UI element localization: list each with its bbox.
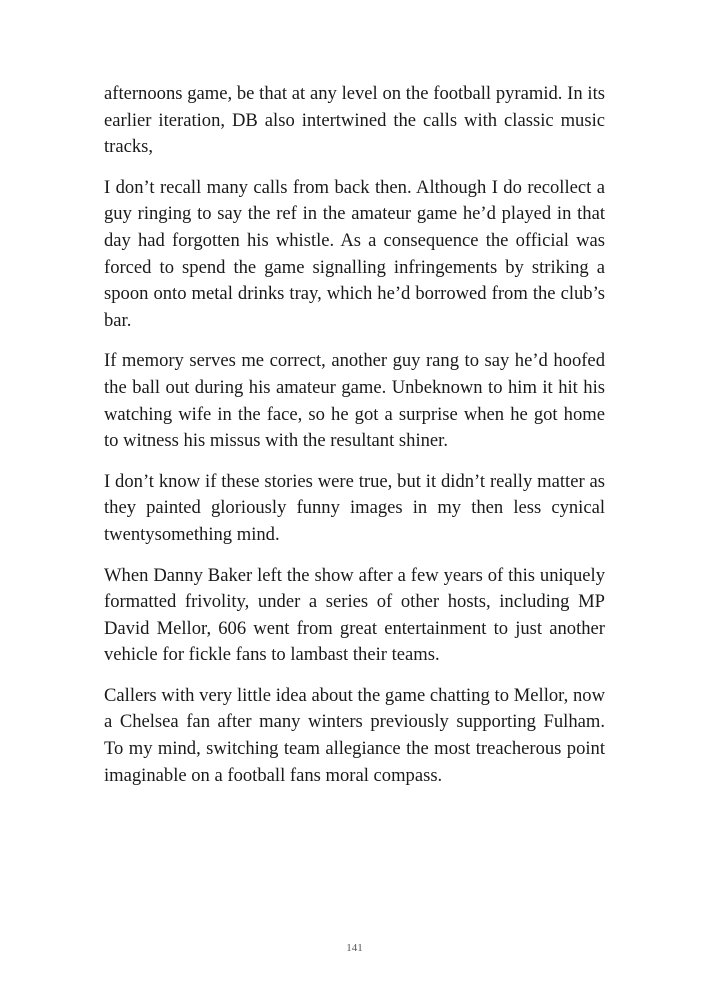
paragraph-3: If memory serves me correct, another guy rang to say he’d hoofed the ball out during his amateur game. Unbeknown to him it hit his watching wife in the face, so he got a surprise when he got home to witness his missus with the resultant shiner. bbox=[104, 350, 605, 452]
paragraph-4: I don’t know if these stories were true, but it didn’t really matter as they painted gloriously funny images in my then less cynical twentysomething mind. bbox=[104, 470, 605, 545]
page-number: 141 bbox=[346, 942, 363, 954]
paragraph-6: Callers with very little idea about the game chatting to Mellor, now a Chelsea fan after many winters previously supporting Fulham. To my mind, switching team allegiance the most treacherous point imaginable on a football fans moral compass. bbox=[104, 684, 605, 786]
paragraph-5: When Danny Baker left the show after a few years of this uniquely formatted frivolity, under a series of other hosts, including MP David Mellor, 606 went from great entertainment to just another vehicle for fickle fans to lambast their teams. bbox=[104, 564, 605, 666]
paragraph-2: I don’t recall many calls from back then. Although I do recollect a guy ringing to say the ref in the amateur game he’d played in that day had forgotten his whistle. As a consequence the official was forced to spend the game signalling infringements by striking a spoon onto metal drinks tray, which he’d borrowed from the club’s bar. bbox=[104, 176, 605, 331]
paragraph-1: afternoons game, be that at any level on the football pyramid. In its earlier iteration, DB also intertwined the calls with classic music tracks, bbox=[104, 83, 605, 158]
body-text bbox=[104, 81, 605, 803]
